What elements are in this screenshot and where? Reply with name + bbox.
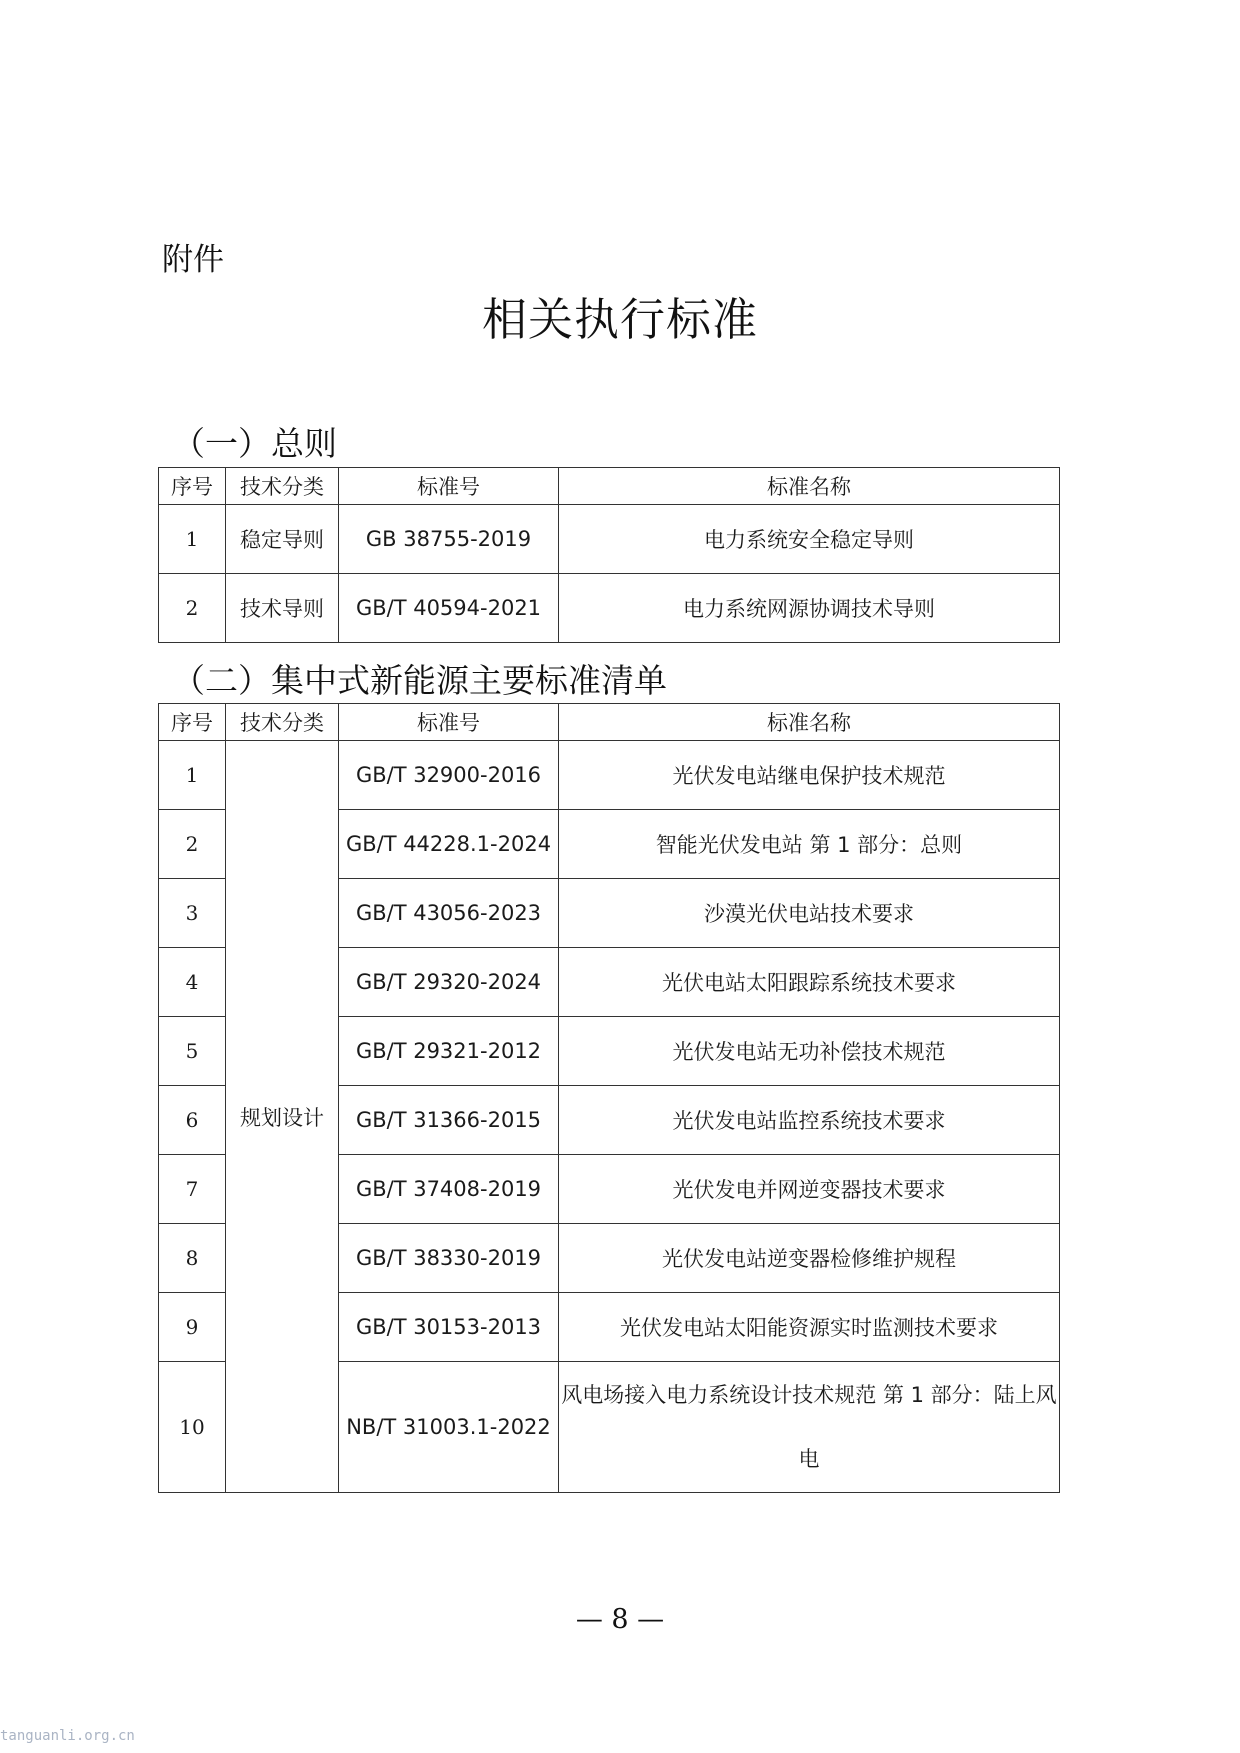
table-header-row [159, 704, 1060, 741]
serial-no-cell: 1 [159, 505, 226, 574]
table-row [159, 505, 1060, 574]
serial-no-cell: 2 [159, 574, 226, 643]
header-serial-no: 序号 [159, 468, 226, 505]
standard-code-cell: GB 38755-2019 [339, 505, 559, 574]
watermark: tanguanli.org.cn [0, 1728, 135, 1744]
general-standards-table [158, 467, 1060, 643]
standard-code-cell: GB/T 30153-2013 [339, 1293, 559, 1362]
standard-name-cell: 智能光伏发电站 第 1 部分：总则 [559, 810, 1060, 879]
header-standard-name: 标准名称 [559, 468, 1060, 505]
standard-code-cell: GB/T 29321-2012 [339, 1017, 559, 1086]
serial-no-cell: 2 [159, 810, 226, 879]
table-header-row [159, 468, 1060, 505]
standard-code-cell: GB/T 38330-2019 [339, 1224, 559, 1293]
table-row [159, 574, 1060, 643]
serial-no-cell: 4 [159, 948, 226, 1017]
standard-name-cell: 光伏发电站太阳能资源实时监测技术要求 [559, 1293, 1060, 1362]
standard-name-cell: 光伏电站太阳跟踪系统技术要求 [559, 948, 1060, 1017]
standard-name-cell: 光伏发电并网逆变器技术要求 [559, 1155, 1060, 1224]
standard-name-cell: 光伏发电站无功补偿技术规范 [559, 1017, 1060, 1086]
header-standard-code: 标准号 [339, 468, 559, 505]
table-row [159, 741, 1060, 810]
standard-code-cell: GB/T 43056-2023 [339, 879, 559, 948]
header-serial-no: 序号 [159, 704, 226, 741]
standard-code-cell: GB/T 40594-2021 [339, 574, 559, 643]
header-standard-code: 标准号 [339, 704, 559, 741]
category-cell-merged: 规划设计 [226, 741, 339, 1493]
standard-name-cell: 风电场接入电力系统设计技术规范 第 1 部分：陆上风电 [559, 1362, 1060, 1493]
standard-name-cell: 电力系统网源协调技术导则 [559, 574, 1060, 643]
serial-no-cell: 9 [159, 1293, 226, 1362]
standard-code-cell: GB/T 37408-2019 [339, 1155, 559, 1224]
serial-no-cell: 7 [159, 1155, 226, 1224]
page-number: — 8 — [575, 1604, 665, 1635]
category-cell: 稳定导则 [226, 505, 339, 574]
standard-name-cell: 光伏发电站逆变器检修维护规程 [559, 1224, 1060, 1293]
standard-code-cell: GB/T 32900-2016 [339, 741, 559, 810]
header-tech-category: 技术分类 [226, 704, 339, 741]
serial-no-cell: 6 [159, 1086, 226, 1155]
serial-no-cell: 10 [159, 1362, 226, 1493]
attachment-label: 附件 [162, 242, 224, 278]
header-tech-category: 技术分类 [226, 468, 339, 505]
serial-no-cell: 3 [159, 879, 226, 948]
document-title: 相关执行标准 [481, 293, 758, 346]
standard-name-cell: 电力系统安全稳定导则 [559, 505, 1060, 574]
serial-no-cell: 5 [159, 1017, 226, 1086]
category-cell: 技术导则 [226, 574, 339, 643]
standard-name-cell: 沙漠光伏电站技术要求 [559, 879, 1060, 948]
section-heading-general: （一）总则 [172, 424, 337, 463]
standard-code-cell: GB/T 31366-2015 [339, 1086, 559, 1155]
section-heading-centralized: （二）集中式新能源主要标准清单 [172, 661, 667, 700]
standard-name-cell: 光伏发电站继电保护技术规范 [559, 741, 1060, 810]
serial-no-cell: 8 [159, 1224, 226, 1293]
serial-no-cell: 1 [159, 741, 226, 810]
header-standard-name: 标准名称 [559, 704, 1060, 741]
standard-code-cell: GB/T 29320-2024 [339, 948, 559, 1017]
standard-name-cell: 光伏发电站监控系统技术要求 [559, 1086, 1060, 1155]
standard-code-cell: GB/T 44228.1-2024 [339, 810, 559, 879]
standard-code-cell: NB/T 31003.1-2022 [339, 1362, 559, 1493]
centralized-standards-table [158, 703, 1060, 1493]
